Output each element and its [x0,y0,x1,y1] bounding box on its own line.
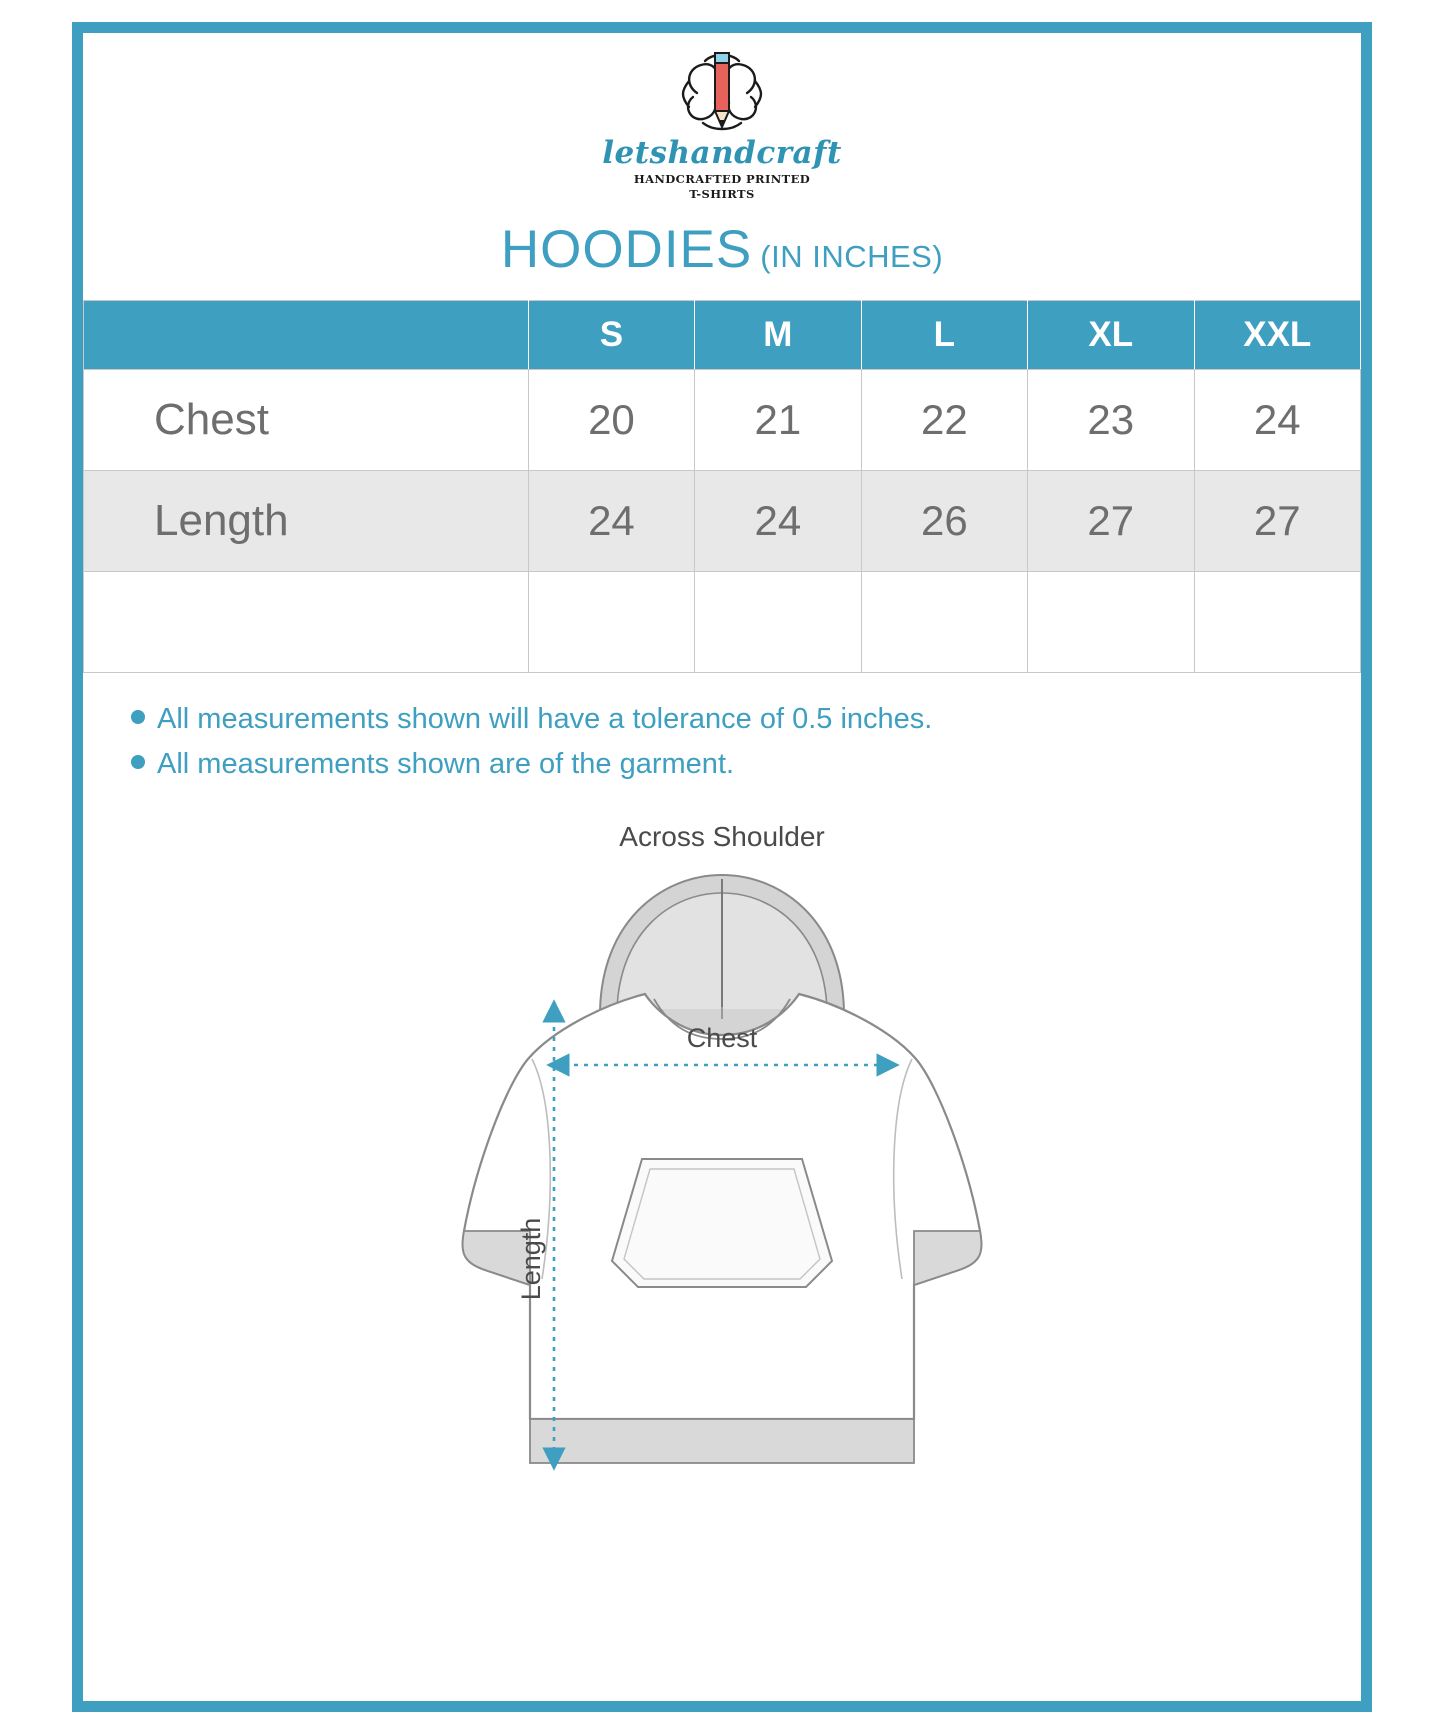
cell-length-xl: 27 [1028,471,1194,572]
cell-empty-m [695,572,861,673]
title-unit: (IN INCHES) [760,239,944,274]
header-size-s: S [528,301,694,370]
cell-length-s: 24 [528,471,694,572]
garment-illustration [83,821,1361,1539]
brand-name: letshandcraft [602,135,842,171]
brand-logo [83,33,1361,201]
table-header [84,301,1361,370]
cell-chest-l: 22 [861,370,1027,471]
across-shoulder-label: Across Shoulder [619,820,825,852]
table-row [84,471,1361,572]
note-item [131,742,1361,787]
note-text: All measurements shown will have a tolerance of 0.5 inches. [157,703,933,735]
cell-chest-m: 21 [695,370,861,471]
page-title [83,219,1361,280]
pencil-scribble-icon [667,47,777,139]
cell-empty-l [861,572,1027,673]
cell-length-l: 26 [861,471,1027,572]
title-main: HOODIES [500,220,753,279]
header-size-xl: XL [1028,301,1194,370]
row-label-empty [84,572,529,673]
header-size-xxl: XXL [1194,301,1360,370]
table-header-row [84,301,1361,370]
bullet-icon [131,755,145,769]
header-size-m: M [695,301,861,370]
cell-chest-s: 20 [528,370,694,471]
cell-chest-xl: 23 [1028,370,1194,471]
table-body [84,370,1361,673]
header-size-l: L [861,301,1027,370]
cell-length-xxl: 27 [1194,471,1360,572]
row-label-length: Length [84,471,529,572]
bullet-icon [131,710,145,724]
cell-empty-s [528,572,694,673]
row-label-chest: Chest [84,370,529,471]
chart-content [83,33,1361,1701]
note-text: All measurements shown are of the garment. [157,747,735,780]
table-row [84,572,1361,673]
header-corner [84,301,529,370]
notes-list [83,697,1361,787]
cell-empty-xxl [1194,572,1360,673]
brand-tagline-line1: HANDCRAFTED PRINTED [633,172,811,186]
note-item [131,697,1361,742]
cell-empty-xl [1028,572,1194,673]
length-measure-label: Length [516,1217,546,1301]
size-table [83,300,1361,673]
chest-measure-label: Chest [686,1022,758,1053]
hoodie-technical-drawing [402,859,1042,1539]
cell-chest-xxl: 24 [1194,370,1360,471]
brand-tagline-line2: T-SHIRTS [689,187,755,201]
table-row [84,370,1361,471]
cell-length-m: 24 [695,471,861,572]
